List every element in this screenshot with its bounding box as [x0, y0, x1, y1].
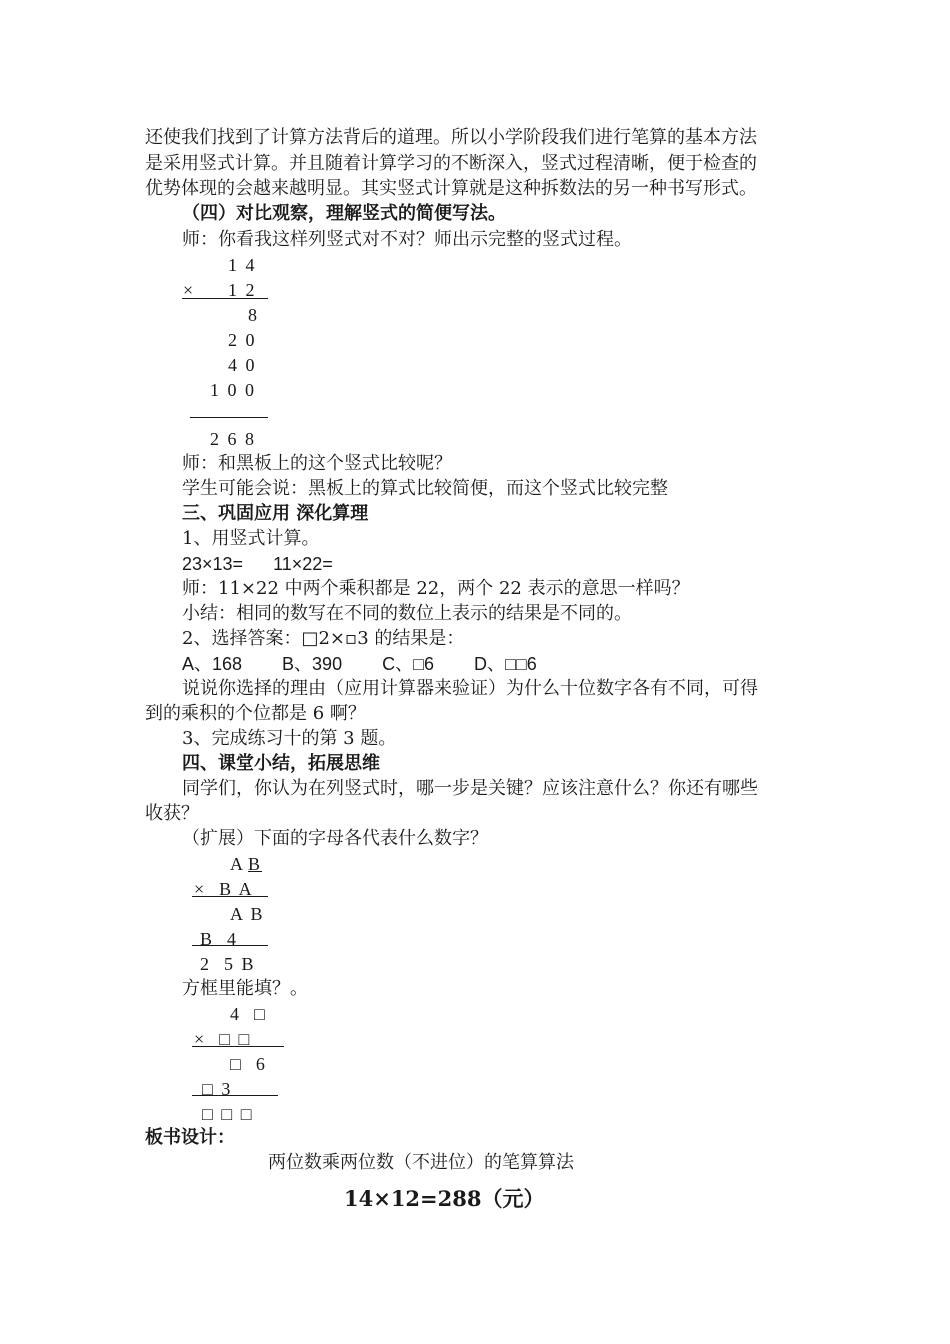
vertical1-result: 2 6 8	[210, 429, 256, 449]
puzzle2-row5: □ □ □	[202, 1104, 254, 1124]
puzzle1-row4: B 4	[200, 929, 239, 949]
summary-small: 小结：相同的数写在不同的数位上表示的结果是不同的。	[182, 603, 632, 624]
vertical1-times-sign: ×	[183, 280, 196, 300]
puzzle1-row2: × B A	[194, 879, 254, 899]
extension-question: （扩展）下面的字母各代表什么数字？	[182, 828, 488, 849]
section-heading-consolidate: 三、巩固应用 深化算理	[182, 503, 369, 524]
task-1-expressions: 23×13= 11×22=	[182, 554, 333, 574]
reflect-line-2: 收获？	[145, 803, 199, 824]
puzzle2-row4: □ 3	[202, 1079, 233, 1099]
intro-line-3: 优势体现的会越来越明显。其实竖式计算就是这种拆数法的另一种书写形式。	[145, 178, 757, 199]
teacher-question-1: 师：你看我这样列竖式对不对？师出示完整的竖式过程。	[182, 229, 632, 250]
student-answer: 学生可能会说：黑板上的算式比较简便，而这个竖式比较完整	[182, 478, 668, 499]
vertical1-multiplicand: 1 4	[228, 255, 257, 275]
section-heading-summary: 四、课堂小结，拓展思维	[182, 753, 380, 774]
reason-line-2: 到的乘积的个位都是 6 啊？	[145, 703, 366, 724]
puzzle1-row1-b: B	[248, 854, 263, 874]
teacher-question-2: 师：和黑板上的这个竖式比较呢？	[182, 453, 452, 474]
puzzle2-row1: 4 □	[230, 1004, 267, 1024]
vertical1-partial-1: 8	[248, 305, 259, 325]
intro-line-2: 是采用竖式计算。并且随着计算学习的不断深入，竖式过程清晰，便于检查的	[145, 153, 757, 174]
vertical1-partial-4: 1 0 0	[210, 380, 256, 400]
vertical1-rule-top	[182, 298, 268, 299]
puzzle1-rule-bottom	[192, 945, 268, 946]
puzzle2-row2: × □ □	[194, 1029, 252, 1049]
reason-line-1: 说说你选择的理由（应用计算器来验证）为什么十位数字各有不同，可得	[182, 678, 758, 699]
intro-line-1: 还使我们找到了计算方法背后的道理。所以小学阶段我们进行笔算的基本方法	[145, 127, 757, 148]
reflect-line-1: 同学们，你认为在列竖式时，哪一步是关键？应该注意什么？你还有哪些	[182, 778, 758, 799]
vertical1-multiplier: 1 2	[228, 280, 257, 300]
vertical1-partial-2: 2 0	[228, 330, 257, 350]
puzzle1-row3: A B	[230, 904, 265, 924]
board-title: 两位数乘两位数（不进位）的笔算算法	[268, 1152, 574, 1173]
vertical1-partial-3: 4 0	[228, 355, 257, 375]
task-3: 3、完成练习十的第 3 题。	[182, 728, 397, 749]
puzzle2-rule-bottom	[192, 1095, 278, 1096]
section-heading-compare: （四）对比观察，理解竖式的简便写法。	[182, 203, 506, 224]
task-1: 1、用竖式计算。	[182, 528, 320, 549]
box-question: 方框里能填？。	[182, 978, 308, 999]
board-equation: 14×12=288（元）	[344, 1186, 545, 1211]
puzzle1-row1-a: A	[230, 854, 245, 874]
board-design-label: 板书设计：	[145, 1127, 235, 1148]
puzzle1-row5: 2 5 B	[200, 954, 256, 974]
teacher-question-3: 师：11×22 中两个乘积都是 22，两个 22 表示的意思一样吗？	[182, 578, 690, 599]
puzzle1-rule-top	[192, 896, 268, 897]
vertical1-rule-bottom	[190, 417, 268, 418]
puzzle2-rule-top	[192, 1046, 284, 1047]
task-2: 2、选择答案：□2×▫3 的结果是：	[182, 628, 465, 649]
puzzle2-row3: □ 6	[230, 1054, 267, 1074]
task-2-options: A、168 B、390 C、□6 D、□□6	[182, 654, 537, 674]
